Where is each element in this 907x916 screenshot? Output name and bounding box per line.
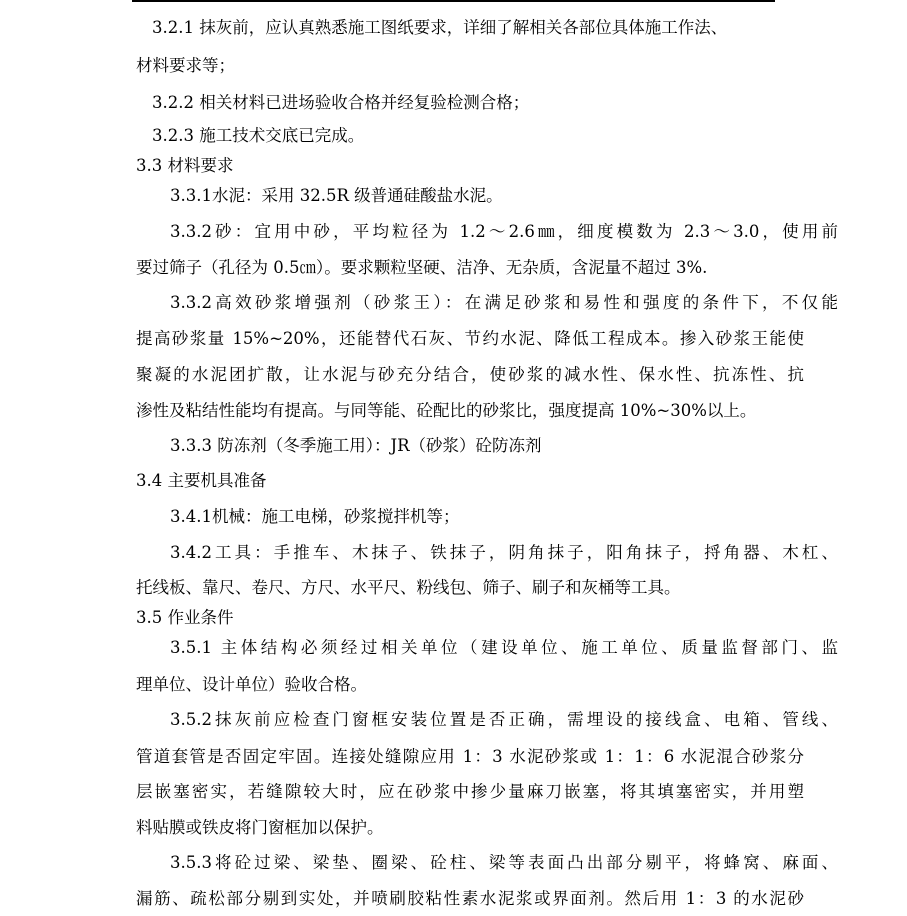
text-line: 3.5.1 主体结构必须经过相关单位（建设单位、施工单位、质量监督部门、监 — [170, 638, 838, 657]
text-line: 层嵌塞密实，若缝隙较大时，应在砂浆中掺少量麻刀嵌塞，将其填塞密实，并用塑 — [136, 782, 804, 801]
text-line: 要过筛子（孔径为 0.5㎝）。要求颗粒坚硬、洁净、无杂质，含泥量不超过 3%. — [136, 258, 708, 277]
text-line: 3.2.3 施工技术交底已完成。 — [152, 126, 365, 145]
text-line: 3.4.2工具：手推车、木抹子、铁抹子，阴角抹子，阳角抹子，捋角器、木杠、 — [170, 543, 838, 562]
text-line: 3.3.2高效砂浆增强剂（砂浆王）：在满足砂浆和易性和强度的条件下，不仅能 — [170, 293, 838, 312]
text-line: 管道套管是否固定牢固。连接处缝隙应用 1：3 水泥砂浆或 1：1：6 水泥混合砂浆分 — [136, 747, 804, 766]
text-line: 3.3.2砂：宜用中砂，平均粒径为 1.2～2.6㎜，细度模数为 2.3～3.0，使用前 — [170, 222, 838, 241]
section-heading: 3.3 材料要求 — [136, 156, 234, 175]
text-line: 漏筋、疏松部分剔到实处，并喷刷胶粘性素水泥浆或界面剂。然后用 1：3 的水泥砂 — [136, 889, 804, 908]
text-line: 3.4.1机械：施工电梯，砂浆搅拌机等； — [170, 507, 460, 526]
text-line: 3.2.1 抹灰前，应认真熟悉施工图纸要求，详细了解相关各部位具体施工作法、 — [152, 18, 728, 37]
text-line: 渗性及粘结性能均有提高。与同等能、砼配比的砂浆比，强度提高 10%~30%以上。 — [136, 401, 757, 420]
text-line: 3.3.3 防冻剂（冬季施工用）：JR（砂浆）砼防冻剂 — [170, 436, 542, 455]
page-top-rule — [132, 0, 775, 2]
text-line: 3.2.2 相关材料已进场验收合格并经复验检测合格； — [152, 93, 530, 112]
text-line: 3.5.2抹灰前应检查门窗框安装位置是否正确，需埋设的接线盒、电箱、管线、 — [170, 710, 838, 729]
text-line: 理单位、设计单位）验收合格。 — [136, 675, 367, 694]
text-line: 托线板、靠尺、卷尺、方尺、水平尺、粉线包、筛子、刷子和灰桶等工具。 — [136, 578, 681, 597]
text-line: 料贴膜或铁皮将门窗框加以保护。 — [136, 818, 384, 837]
section-heading: 3.4 主要机具准备 — [136, 471, 267, 490]
section-heading: 3.5 作业条件 — [136, 608, 234, 627]
text-line: 3.5.3将砼过梁、梁垫、圈梁、砼柱、梁等表面凸出部分剔平，将蜂窝、麻面、 — [170, 853, 838, 872]
text-line: 3.3.1水泥：采用 32.5R 级普通硅酸盐水泥。 — [170, 186, 503, 205]
text-line: 提高砂浆量 15%~20%，还能替代石灰、节约水泥、降低工程成本。掺入砂浆王能使 — [136, 329, 804, 348]
text-line: 材料要求等； — [136, 56, 235, 75]
text-line: 聚凝的水泥团扩散，让水泥与砂充分结合，使砂浆的减水性、保水性、抗冻性、抗 — [136, 365, 804, 384]
